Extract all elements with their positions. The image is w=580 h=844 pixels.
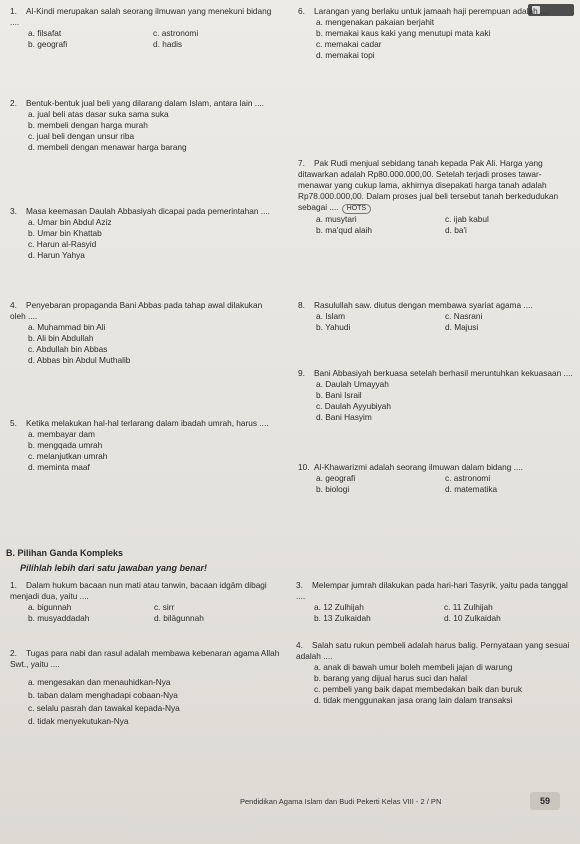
option-c[interactable]: c. Abdullah bin Abbas [28,344,108,354]
option-d[interactable]: d. meminta maaf [28,462,90,472]
question-1 [10,6,278,50]
option-c[interactable]: c. Daulah Ayyubiyah [316,401,392,411]
question-stem: Al-Kindi merupakan salah seorang ilmuwan yang menekuni bidang .... [10,6,272,27]
option-a[interactable]: a. Umar bin Abdul Aziz [28,217,112,227]
question-3 [10,206,278,261]
question-stem: Tugas para nabi dan rasul adalah membawa kebenaran agama Allah Swt., yaitu .... [10,648,280,669]
option-b[interactable]: b. geografi [28,39,68,49]
option-d[interactable]: d. ba'i [445,225,467,235]
option-a[interactable]: a. membayar dam [28,429,95,439]
option-d[interactable]: d. Harun Yahya [28,250,85,260]
question-stem: Rasulullah saw. diutus dengan membawa syariat agama .... [314,300,533,310]
option-a[interactable]: a. musytari [316,214,357,224]
question-number: 3. [10,206,17,216]
question-number: 9. [298,368,305,378]
question-stem: Masa keemasan Daulah Abbasiyah dicapai pada pemerintahan .... [26,206,270,216]
option-c[interactable]: c. selalu pasrah dan tawakal kepada-Nya [28,703,180,713]
option-b[interactable]: b. memakai kaus kaki yang menutupi mata kaki [316,28,491,38]
option-b[interactable]: b. Ali bin Abdullah [28,333,94,343]
question-6 [298,6,574,61]
question-number: 4. [296,640,303,650]
option-c[interactable]: c. jual beli dengan unsur riba [28,131,135,141]
question-stem: Ketika melakukan hal-hal terlarang dalam ibadah umrah, harus .... [26,418,269,428]
question-number: 5. [10,418,17,428]
question-4 [10,300,278,366]
option-d[interactable]: d. tidak menyekutukan-Nya [28,716,129,726]
option-d[interactable]: d. 10 Zulkaidah [444,613,501,623]
option-a[interactable]: a. Islam [316,311,346,321]
option-d[interactable]: d. tidak menggunakan jasa orang lain dalam transaksi [314,695,513,705]
question-stem: Bentuk-bentuk jual beli yang dilarang dalam Islam, antara lain .... [26,98,264,108]
complex-question-2 [10,648,280,728]
section-instruction: Pilihlah lebih dari satu jawaban yang benar! [20,563,208,573]
question-5 [10,418,278,473]
question-number: 2. [10,648,17,658]
question-2 [10,98,278,153]
option-a[interactable]: a. 12 Zulhijah [314,602,364,612]
question-stem: Penyebaran propaganda Bani Abbas pada tahap awal dilakukan oleh .... [10,300,263,321]
option-c[interactable]: c. 11 Zulhijah [444,602,493,612]
option-b[interactable]: b. mengqada umrah [28,440,103,450]
question-number: 6. [298,6,305,16]
option-a[interactable]: a. jual beli atas dasar suka sama suka [28,109,169,119]
question-10 [298,462,574,495]
option-b[interactable]: b. musyaddadah [28,613,90,623]
option-a[interactable]: a. mengesakan dan menauhidkan-Nya [28,677,171,687]
option-d[interactable]: d. matematika [445,484,498,494]
option-a[interactable]: a. Daulah Umayyah [316,379,389,389]
question-stem: Melempar jumrah dilakukan pada hari-hari Tasyrik, yaitu pada tanggal .... [296,580,568,601]
question-stem: Larangan yang berlaku untuk jamaah haji perempuan adalah .... [314,6,550,16]
section-title: B. Pilihan Ganda Kompleks [6,548,124,558]
question-number: 1. [10,580,17,590]
question-number: 2. [10,98,17,108]
option-c[interactable]: c. pembeli yang baik dapat membedakan baik dan buruk [314,684,523,694]
option-a[interactable]: a. anak di bawah umur boleh membeli jajan di warung [314,662,513,672]
question-7 [298,158,574,236]
option-c[interactable]: c. memakai cadar [316,39,382,49]
option-b[interactable]: b. membeli dengan harga murah [28,120,148,130]
option-d[interactable]: d. membeli dengan menawar harga barang [28,142,187,152]
option-b[interactable]: b. Umar bin Khattab [28,228,102,238]
option-a[interactable]: a. mengenakan pakaian berjahit [316,17,435,27]
question-number: 1. [10,6,17,16]
question-stem: Al-Khawarizmi adalah seorang ilmuwan dalam bidang .... [314,462,523,472]
question-number: 4. [10,300,17,310]
question-stem: Salah satu rukun pembeli adalah harus balig. Pernyataan yang sesuai adalah .... [296,640,570,661]
option-b[interactable]: b. ma'qud alaih [316,225,373,235]
option-d[interactable]: d. Bani Hasyim [316,412,372,422]
question-number: 3. [296,580,303,590]
question-8 [298,300,574,333]
option-c[interactable]: c. Nasrani [445,311,483,321]
option-b[interactable]: b. biologi [316,484,350,494]
option-c[interactable]: c. astronomi [153,28,199,38]
option-d[interactable]: d. bilāgunnah [154,613,204,623]
option-b[interactable]: b. Yahudi [316,322,351,332]
question-stem: Pak Rudi menjual sebidang tanah kepada Pak Ali. Harga yang ditawarkan adalah Rp80.000.000,00. Setelah terjadi proses tawar-menawar yang cukup lama, akhirnya disepakati harga tanah adalah Rp78.000.000,00. Dalam proses jual beli tersebut tanah berkedudukan sebagai .... [298,158,559,212]
question-stem: Bani Abbasiyah berkuasa setelah berhasil meruntuhkan kekuasaan .... [314,368,573,378]
complex-question-3 [296,580,574,624]
page-number: 59 [530,792,560,810]
option-b[interactable]: b. barang yang dijual harus suci dan halal [314,673,468,683]
complex-question-1 [10,580,280,624]
question-9 [298,368,574,423]
option-c[interactable]: c. melanjutkan umrah [28,451,108,461]
option-c[interactable]: c. sirr [154,602,175,612]
option-b[interactable]: b. Bani Israil [316,390,362,400]
option-b[interactable]: b. taban dalam menghadapi cobaan-Nya [28,690,178,700]
option-d[interactable]: d. memakai topi [316,50,375,60]
option-a[interactable]: a. filsafat [28,28,62,38]
option-a[interactable]: a. geografi [316,473,356,483]
question-number: 7. [298,158,305,168]
page-footer: Pendidikan Agama Islam dan Budi Pekerti Kelas VIII - 2 / PN [240,797,442,806]
hots-badge: HOTS [342,204,371,214]
option-c[interactable]: c. Harun al-Rasyid [28,239,97,249]
question-stem: Dalam hukum bacaan nun mati atau tanwin, bacaan idgām dibagi menjadi dua, yaitu .... [10,580,267,601]
question-number: 10. [298,462,310,472]
complex-question-4 [296,640,574,706]
option-a[interactable]: a. bigunnah [28,602,72,612]
option-c[interactable]: c. ijab kabul [445,214,489,224]
option-c[interactable]: c. astronomi [445,473,491,483]
option-d[interactable]: d. Majusi [445,322,479,332]
question-number: 8. [298,300,305,310]
option-b[interactable]: b. 13 Zulkaidah [314,613,371,623]
option-d[interactable]: d. hadis [153,39,183,49]
option-d[interactable]: d. Abbas bin Abdul Muthalib [28,355,131,365]
option-a[interactable]: a. Muhammad bin Ali [28,322,106,332]
